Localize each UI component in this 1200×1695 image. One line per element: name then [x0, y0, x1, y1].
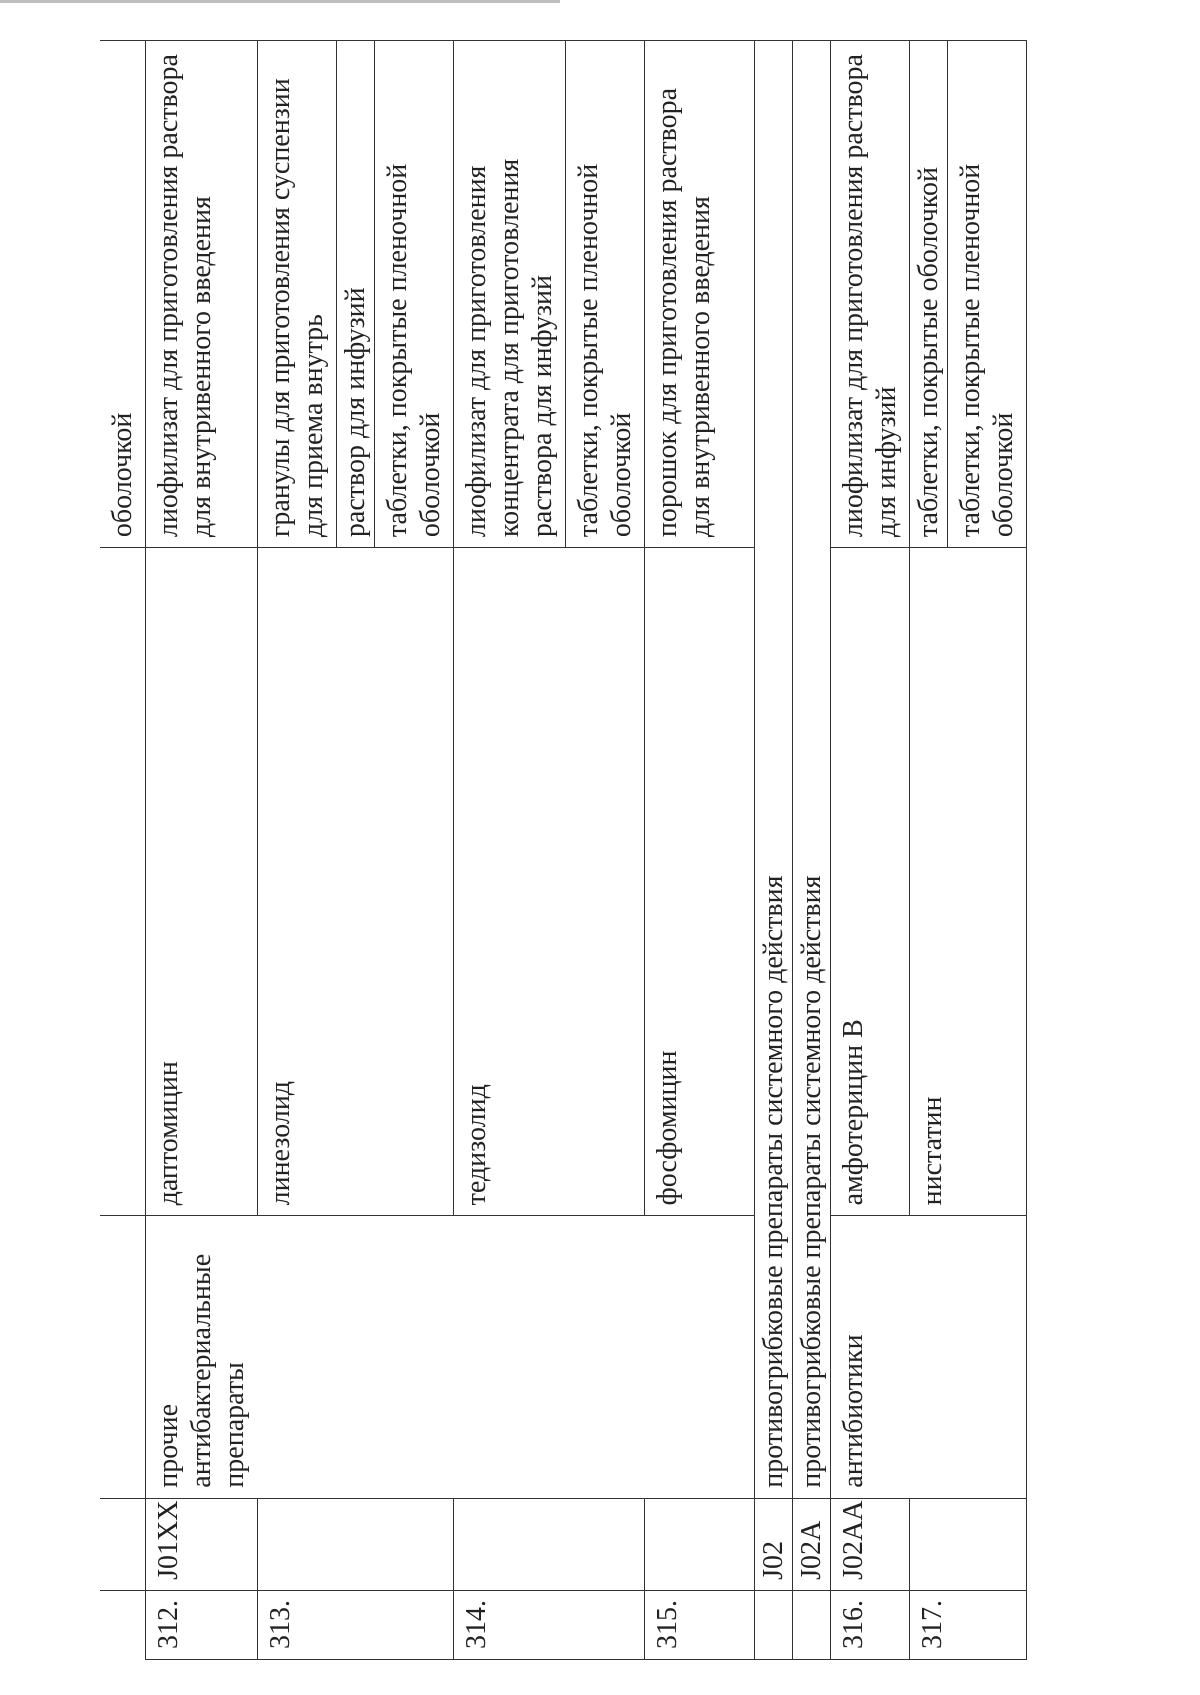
- row-number: [754, 1590, 792, 1659]
- atc-code: [644, 1498, 754, 1590]
- dosage-form: лиофилизат для приготовления раствора для внутривенного введения: [146, 41, 258, 548]
- table-row: [644, 41, 754, 1660]
- group-name: [257, 1216, 453, 1498]
- dosage-form: порошок для приготовления раствора для внутривенного введения: [644, 41, 754, 548]
- row-number: 316.: [830, 1590, 909, 1659]
- dosage-form: лиофилизат для приготовления раствора для инфузий: [830, 41, 909, 548]
- scan-edge-line: [0, 0, 560, 3]
- inn-name: тедизолид: [453, 548, 644, 1216]
- group-span: противогрибковые препараты системного действия: [792, 41, 830, 1499]
- atc-code: J02A: [792, 1498, 830, 1590]
- drug-list-table: [100, 40, 1027, 1660]
- group-name: [909, 1216, 1026, 1498]
- dosage-form: таблетки, покрытые оболочкой: [909, 41, 947, 548]
- inn-name: нистатин: [909, 548, 1026, 1216]
- form-cell: оболочкой: [100, 41, 146, 548]
- inn-name: линезолид: [257, 548, 453, 1216]
- table-row: [257, 41, 336, 1660]
- table-row: [830, 41, 909, 1660]
- table-row: [909, 41, 947, 1660]
- atc-code: J02AA: [830, 1498, 909, 1590]
- atc-code: [453, 1498, 644, 1590]
- empty-cell: [100, 548, 146, 1216]
- inn-name: амфотерицин В: [830, 548, 909, 1216]
- empty-cell: [100, 1590, 146, 1659]
- atc-code: [909, 1498, 1026, 1590]
- row-number: 315.: [644, 1590, 754, 1659]
- empty-cell: [100, 1498, 146, 1590]
- atc-code: J02: [754, 1498, 792, 1590]
- table-row: [792, 41, 830, 1660]
- dosage-form: лиофилизат для приготовления концентрата для приготовления раствора для инфузий: [453, 41, 565, 548]
- row-number: 314.: [453, 1590, 644, 1659]
- group-name: [453, 1216, 644, 1498]
- empty-cell: [100, 1216, 146, 1498]
- row-number: [792, 1590, 830, 1659]
- inn-name: даптомицин: [146, 548, 258, 1216]
- group-name: прочие антибактериальные препараты: [146, 1216, 258, 1498]
- row-number: 317.: [909, 1590, 1026, 1659]
- group-span: противогрибковые препараты системного действия: [754, 41, 792, 1499]
- row-number: 312.: [146, 1590, 258, 1659]
- rotated-table-wrapper: [100, 40, 1019, 1660]
- atc-code: [257, 1498, 453, 1590]
- dosage-form: гранулы для приготовления суспензии для приема внутрь: [257, 41, 336, 548]
- atc-code: J01XX: [146, 1498, 258, 1590]
- group-name: антибиотики: [830, 1216, 909, 1498]
- table-row-continuation: [100, 41, 146, 1660]
- inn-name: фосфомицин: [644, 548, 754, 1216]
- dosage-form: раствор для инфузий: [336, 41, 374, 548]
- group-name: [644, 1216, 754, 1498]
- dosage-form: таблетки, покрытые пленочной оболочкой: [947, 41, 1026, 548]
- table-row: [754, 41, 792, 1660]
- row-number: 313.: [257, 1590, 453, 1659]
- table-row: [146, 41, 258, 1660]
- dosage-form: таблетки, покрытые пленочной оболочкой: [565, 41, 644, 548]
- dosage-form: таблетки, покрытые пленочной оболочкой: [374, 41, 453, 548]
- table-row: [453, 41, 565, 1660]
